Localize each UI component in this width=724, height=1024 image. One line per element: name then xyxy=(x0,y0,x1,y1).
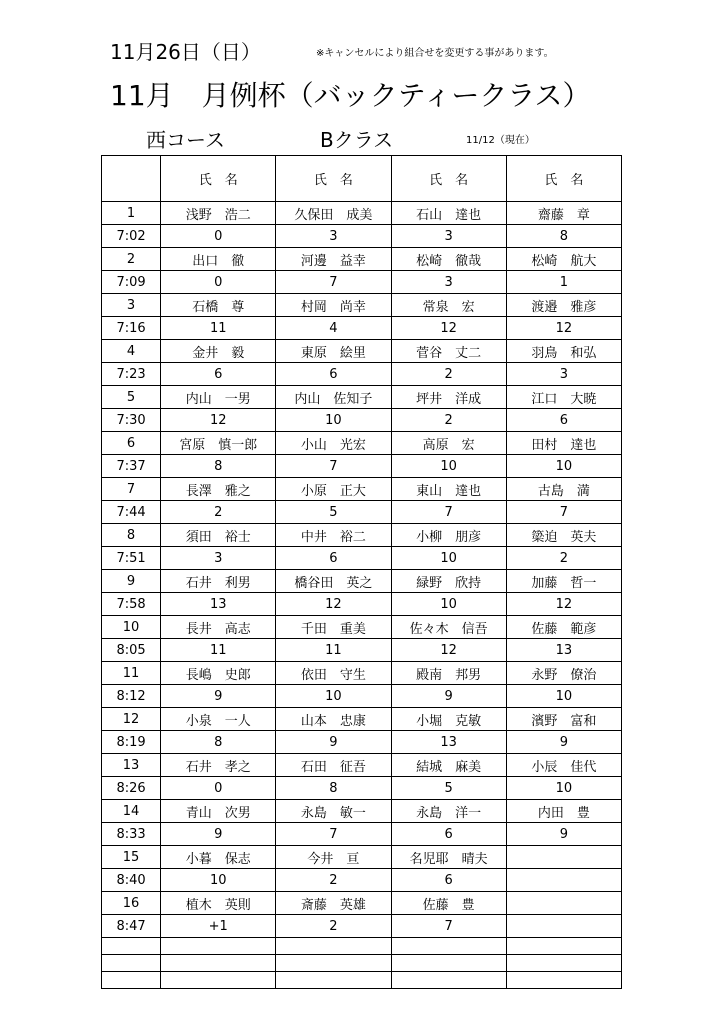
column-header: 氏 名 xyxy=(161,156,276,202)
group-handicap-row xyxy=(102,731,622,754)
player-handicap: 7 xyxy=(391,501,506,524)
player-name: 渡邉 雅彦 xyxy=(506,294,621,317)
player-name: 江口 大暁 xyxy=(506,386,621,409)
group-name-row xyxy=(102,846,622,869)
player-name: 佐藤 豊 xyxy=(391,892,506,915)
player-handicap: 6 xyxy=(161,363,276,386)
player-name: 山本 忠康 xyxy=(276,708,391,731)
player-handicap: 6 xyxy=(276,547,391,570)
player-handicap: 9 xyxy=(506,823,621,846)
player-handicap: 9 xyxy=(506,731,621,754)
group-name-row xyxy=(102,754,622,777)
tee-time: 8:33 xyxy=(102,823,161,846)
player-handicap: 9 xyxy=(391,685,506,708)
player-handicap: 3 xyxy=(391,225,506,248)
player-name: 松崎 徹哉 xyxy=(391,248,506,271)
player-name: 今井 亘 xyxy=(276,846,391,869)
player-name: 石井 孝之 xyxy=(161,754,276,777)
player-handicap xyxy=(506,915,621,938)
player-name: 小泉 一人 xyxy=(161,708,276,731)
player-name: 石山 達也 xyxy=(391,202,506,225)
group-name-row xyxy=(102,340,622,363)
player-name: 東山 達也 xyxy=(391,478,506,501)
player-handicap: 8 xyxy=(161,455,276,478)
column-header: 氏 名 xyxy=(506,156,621,202)
player-name: 青山 次男 xyxy=(161,800,276,823)
player-name: 長井 高志 xyxy=(161,616,276,639)
class-name: Bクラス xyxy=(320,128,394,152)
player-name: 小辰 佳代 xyxy=(506,754,621,777)
player-name xyxy=(506,892,621,915)
tee-time: 8:26 xyxy=(102,777,161,800)
player-handicap: 10 xyxy=(506,777,621,800)
empty-cell xyxy=(391,938,506,955)
group-number: 8 xyxy=(102,524,161,547)
empty-row xyxy=(102,955,622,972)
player-handicap: 2 xyxy=(276,869,391,892)
group-name-row xyxy=(102,478,622,501)
player-name: 結城 麻美 xyxy=(391,754,506,777)
player-name: 斎藤 英雄 xyxy=(276,892,391,915)
group-number: 2 xyxy=(102,248,161,271)
player-handicap: 13 xyxy=(161,593,276,616)
player-name: 石井 利男 xyxy=(161,570,276,593)
group-name-row xyxy=(102,432,622,455)
table-header-row xyxy=(102,156,622,202)
player-name: 依田 守生 xyxy=(276,662,391,685)
player-handicap: +1 xyxy=(161,915,276,938)
player-handicap: 10 xyxy=(391,593,506,616)
player-handicap: 5 xyxy=(391,777,506,800)
pairing-table xyxy=(101,155,622,989)
group-name-row xyxy=(102,248,622,271)
player-handicap: 11 xyxy=(161,317,276,340)
tee-time: 7:23 xyxy=(102,363,161,386)
group-number: 9 xyxy=(102,570,161,593)
tee-time: 7:09 xyxy=(102,271,161,294)
empty-cell xyxy=(102,938,161,955)
column-header: 氏 名 xyxy=(391,156,506,202)
player-name: 長澤 雅之 xyxy=(161,478,276,501)
group-name-row xyxy=(102,892,622,915)
group-number: 1 xyxy=(102,202,161,225)
course-name: 西コース xyxy=(146,128,225,152)
group-handicap-row xyxy=(102,869,622,892)
group-number: 5 xyxy=(102,386,161,409)
player-name: 千田 重美 xyxy=(276,616,391,639)
as-of-date: 11/12（現在） xyxy=(466,135,535,146)
player-name: 石田 征吾 xyxy=(276,754,391,777)
empty-cell xyxy=(506,938,621,955)
tee-time: 7:37 xyxy=(102,455,161,478)
player-handicap: 10 xyxy=(506,455,621,478)
player-name: 坪井 洋成 xyxy=(391,386,506,409)
player-name: 出口 徹 xyxy=(161,248,276,271)
group-name-row xyxy=(102,570,622,593)
player-handicap: 12 xyxy=(391,639,506,662)
event-date: 11月26日（日） xyxy=(110,40,261,64)
group-number: 14 xyxy=(102,800,161,823)
player-name: 加藤 哲一 xyxy=(506,570,621,593)
group-handicap-row xyxy=(102,593,622,616)
empty-cell xyxy=(276,972,391,989)
group-number: 13 xyxy=(102,754,161,777)
player-name: 植木 英則 xyxy=(161,892,276,915)
player-handicap: 10 xyxy=(391,455,506,478)
tee-time: 7:51 xyxy=(102,547,161,570)
player-handicap: 0 xyxy=(161,225,276,248)
empty-cell xyxy=(391,955,506,972)
player-name: 石橋 尊 xyxy=(161,294,276,317)
player-handicap: 12 xyxy=(506,593,621,616)
player-name: 内田 豊 xyxy=(506,800,621,823)
group-handicap-row xyxy=(102,685,622,708)
group-handicap-row xyxy=(102,455,622,478)
group-name-row xyxy=(102,524,622,547)
player-handicap: 0 xyxy=(161,777,276,800)
player-handicap: 6 xyxy=(391,823,506,846)
player-name: 殿南 邦男 xyxy=(391,662,506,685)
player-handicap: 5 xyxy=(276,501,391,524)
cancellation-note: ※キャンセルにより組合せを変更する事があります。 xyxy=(316,48,554,59)
player-handicap: 11 xyxy=(276,639,391,662)
empty-cell xyxy=(161,972,276,989)
empty-cell xyxy=(102,972,161,989)
player-name: 松崎 航大 xyxy=(506,248,621,271)
player-handicap: 12 xyxy=(276,593,391,616)
player-name: 簗迫 英夫 xyxy=(506,524,621,547)
player-name: 小柳 朋彦 xyxy=(391,524,506,547)
tee-time: 7:02 xyxy=(102,225,161,248)
group-handicap-row xyxy=(102,547,622,570)
player-name: 羽鳥 和弘 xyxy=(506,340,621,363)
player-handicap: 10 xyxy=(276,685,391,708)
player-handicap: 2 xyxy=(391,363,506,386)
player-handicap: 3 xyxy=(276,225,391,248)
group-name-row xyxy=(102,294,622,317)
player-name: 名児耶 晴夫 xyxy=(391,846,506,869)
group-handicap-row xyxy=(102,501,622,524)
group-number: 10 xyxy=(102,616,161,639)
group-name-row xyxy=(102,800,622,823)
tee-time: 8:05 xyxy=(102,639,161,662)
player-handicap: 6 xyxy=(276,363,391,386)
player-name: 齋藤 章 xyxy=(506,202,621,225)
group-handicap-row xyxy=(102,915,622,938)
player-handicap: 9 xyxy=(276,731,391,754)
empty-cell xyxy=(161,955,276,972)
group-number: 3 xyxy=(102,294,161,317)
player-handicap: 13 xyxy=(391,731,506,754)
player-handicap: 10 xyxy=(506,685,621,708)
player-handicap: 7 xyxy=(391,915,506,938)
player-handicap: 10 xyxy=(276,409,391,432)
player-handicap: 7 xyxy=(276,455,391,478)
player-handicap: 8 xyxy=(506,225,621,248)
player-handicap: 12 xyxy=(391,317,506,340)
empty-cell xyxy=(161,938,276,955)
player-name: 菅谷 丈二 xyxy=(391,340,506,363)
empty-row xyxy=(102,938,622,955)
group-name-row xyxy=(102,202,622,225)
empty-cell xyxy=(506,955,621,972)
player-name: 中井 裕二 xyxy=(276,524,391,547)
player-handicap xyxy=(506,869,621,892)
empty-row xyxy=(102,972,622,989)
group-number: 11 xyxy=(102,662,161,685)
player-handicap: 1 xyxy=(506,271,621,294)
tee-time: 7:16 xyxy=(102,317,161,340)
player-name: 佐藤 範彦 xyxy=(506,616,621,639)
player-name: 田村 達也 xyxy=(506,432,621,455)
group-handicap-row xyxy=(102,409,622,432)
player-name: 宮原 慎一郎 xyxy=(161,432,276,455)
empty-cell xyxy=(276,955,391,972)
player-name: 高原 宏 xyxy=(391,432,506,455)
player-name: 小山 光宏 xyxy=(276,432,391,455)
empty-cell xyxy=(102,955,161,972)
tee-time: 8:47 xyxy=(102,915,161,938)
empty-cell xyxy=(506,972,621,989)
group-number: 15 xyxy=(102,846,161,869)
group-handicap-row xyxy=(102,823,622,846)
player-name: 須田 裕士 xyxy=(161,524,276,547)
group-number: 7 xyxy=(102,478,161,501)
player-name: 古島 満 xyxy=(506,478,621,501)
player-handicap: 6 xyxy=(391,869,506,892)
corner-cell xyxy=(102,156,161,202)
player-name xyxy=(506,846,621,869)
empty-cell xyxy=(276,938,391,955)
group-handicap-row xyxy=(102,225,622,248)
group-handicap-row xyxy=(102,777,622,800)
player-handicap: 10 xyxy=(161,869,276,892)
group-handicap-row xyxy=(102,363,622,386)
tee-time: 8:12 xyxy=(102,685,161,708)
player-name: 小暮 保志 xyxy=(161,846,276,869)
page-title: 11月 月例杯（バックティークラス） xyxy=(110,79,591,112)
group-number: 6 xyxy=(102,432,161,455)
column-header: 氏 名 xyxy=(276,156,391,202)
player-handicap: 2 xyxy=(161,501,276,524)
group-number: 12 xyxy=(102,708,161,731)
player-name: 久保田 成美 xyxy=(276,202,391,225)
tee-time: 7:30 xyxy=(102,409,161,432)
group-name-row xyxy=(102,708,622,731)
player-name: 永島 敏一 xyxy=(276,800,391,823)
player-handicap: 2 xyxy=(276,915,391,938)
player-handicap: 9 xyxy=(161,823,276,846)
player-name: 金井 毅 xyxy=(161,340,276,363)
player-name: 緑野 欣持 xyxy=(391,570,506,593)
player-handicap: 13 xyxy=(506,639,621,662)
group-number: 16 xyxy=(102,892,161,915)
player-name: 常泉 宏 xyxy=(391,294,506,317)
player-name: 橋谷田 英之 xyxy=(276,570,391,593)
tee-time: 7:58 xyxy=(102,593,161,616)
player-name: 浅野 浩二 xyxy=(161,202,276,225)
player-handicap: 8 xyxy=(161,731,276,754)
player-handicap: 3 xyxy=(161,547,276,570)
player-handicap: 7 xyxy=(506,501,621,524)
empty-cell xyxy=(391,972,506,989)
player-name: 永野 僚治 xyxy=(506,662,621,685)
group-name-row xyxy=(102,662,622,685)
player-name: 東原 絵里 xyxy=(276,340,391,363)
player-handicap: 6 xyxy=(506,409,621,432)
player-name: 内山 佐知子 xyxy=(276,386,391,409)
tee-time: 8:40 xyxy=(102,869,161,892)
player-handicap: 4 xyxy=(276,317,391,340)
player-handicap: 0 xyxy=(161,271,276,294)
player-handicap: 2 xyxy=(391,409,506,432)
player-name: 小原 正大 xyxy=(276,478,391,501)
tee-time: 8:19 xyxy=(102,731,161,754)
player-name: 内山 一男 xyxy=(161,386,276,409)
player-name: 村岡 尚幸 xyxy=(276,294,391,317)
player-handicap: 8 xyxy=(276,777,391,800)
player-name: 永島 洋一 xyxy=(391,800,506,823)
group-handicap-row xyxy=(102,639,622,662)
player-name: 佐々木 信吾 xyxy=(391,616,506,639)
player-handicap: 7 xyxy=(276,823,391,846)
group-name-row xyxy=(102,616,622,639)
player-handicap: 2 xyxy=(506,547,621,570)
player-name: 小堀 克敏 xyxy=(391,708,506,731)
player-handicap: 3 xyxy=(391,271,506,294)
player-handicap: 7 xyxy=(276,271,391,294)
player-name: 濱野 富和 xyxy=(506,708,621,731)
group-handicap-row xyxy=(102,317,622,340)
player-handicap: 12 xyxy=(161,409,276,432)
group-handicap-row xyxy=(102,271,622,294)
player-handicap: 9 xyxy=(161,685,276,708)
tee-time: 7:44 xyxy=(102,501,161,524)
group-name-row xyxy=(102,386,622,409)
player-handicap: 12 xyxy=(506,317,621,340)
group-number: 4 xyxy=(102,340,161,363)
player-name: 河邊 益幸 xyxy=(276,248,391,271)
player-handicap: 10 xyxy=(391,547,506,570)
player-name: 長嶋 史郎 xyxy=(161,662,276,685)
player-handicap: 3 xyxy=(506,363,621,386)
player-handicap: 11 xyxy=(161,639,276,662)
